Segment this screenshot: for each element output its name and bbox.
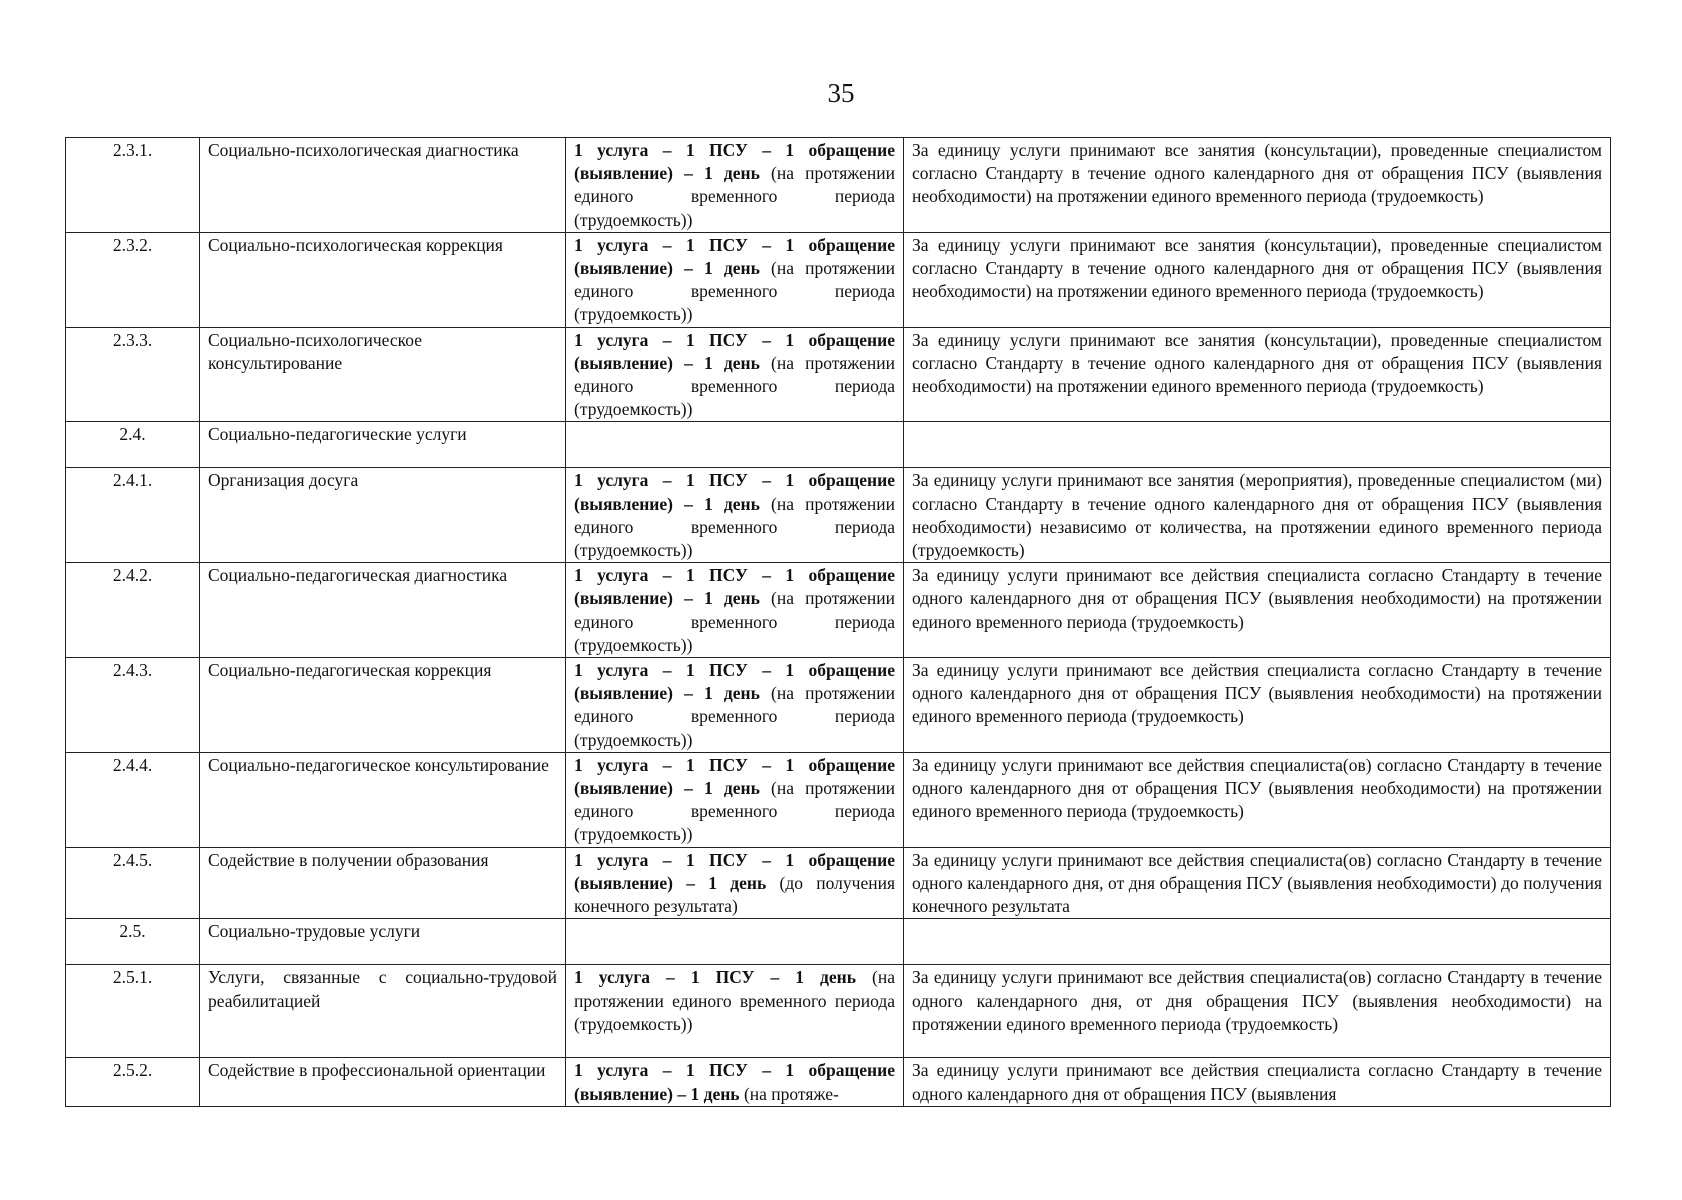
- service-name: Содействие в получении образования: [200, 847, 566, 919]
- table-row: [66, 563, 1611, 658]
- row-number: 2.3.3.: [66, 327, 200, 422]
- service-unit-rest: (на протяжении единого временного периода (трудоемкость)): [574, 967, 895, 1034]
- section-row: [66, 919, 1611, 965]
- table-row: [66, 468, 1611, 563]
- service-unit-bold: 1 услуга – 1 ПСУ – 1 обращение (выявление) – 1 день: [574, 565, 895, 609]
- service-name: Организация досуга: [200, 468, 566, 563]
- service-unit-bold: 1 услуга – 1 ПСУ – 1 обращение (выявление) – 1 день: [574, 754, 895, 799]
- service-unit: [566, 919, 904, 965]
- service-name: Социально-психологическая коррекция: [200, 232, 566, 327]
- service-unit: [566, 965, 904, 1058]
- row-number: 2.4.4.: [66, 752, 200, 847]
- table-row: [66, 965, 1611, 1058]
- row-number: 2.4.2.: [66, 563, 200, 658]
- service-unit-rest: (на протяжении единого временного периода (трудоемкость)): [574, 778, 895, 845]
- service-description: За единицу услуги принимают все действия специалиста(ов) согласно Стандарту в течение одного календарного дня, от дня обращения ПСУ (выявления необходимости) на протяжении единого временного периода (трудоемкость): [904, 965, 1611, 1058]
- table-row: [66, 658, 1611, 753]
- row-number: 2.5.: [66, 919, 200, 965]
- section-name: Социально-педагогические услуги: [200, 422, 566, 468]
- service-description: За единицу услуги принимают все действия специалиста согласно Стандарту в течение одного календарного дня от обращения ПСУ (выявления необходимости) на протяжении единого временного периода (трудоемкость): [904, 658, 1611, 753]
- service-unit-bold: 1 услуга – 1 ПСУ – 1 обращение (выявление) – 1 день: [574, 329, 895, 373]
- table-row: [66, 138, 1611, 233]
- service-unit-rest: (на протяжении единого временного периода (трудоемкость)): [574, 588, 895, 655]
- service-description: За единицу услуги принимают все действия специалиста согласно Стандарту в течение одного календарного дня от обращения ПСУ (выявления: [904, 1058, 1611, 1106]
- row-number: 2.5.2.: [66, 1058, 200, 1106]
- service-description: За единицу услуги принимают все занятия (консультации), проведенные специалистом согласно Стандарту в течение одного календарного дня от обращения ПСУ (выявления необходимости) на протяжении единого временного периода (трудоемкость): [904, 138, 1611, 233]
- service-description: За единицу услуги принимают все занятия (мероприятия), проведенные специалистом (ми) согласно Стандарту в течение одного календарного дня от обращения ПСУ (выявления необходимости) независимо от количества, на протяжении единого временного периода (трудоемкость): [904, 468, 1611, 563]
- service-unit-bold: 1 услуга – 1 ПСУ – 1 обращение (выявление) – 1 день: [574, 470, 895, 514]
- table-row: [66, 1058, 1611, 1106]
- service-unit: [566, 232, 904, 327]
- table-row: [66, 752, 1611, 847]
- service-unit-rest: (на протяжении единого временного периода (трудоемкость)): [574, 683, 895, 750]
- service-description: За единицу услуги принимают все действия специалиста(ов) согласно Стандарту в течение одного календарного дня от обращения ПСУ (выявления необходимости) на протяжении единого временного периода (трудоемкость): [904, 752, 1611, 847]
- section-row: [66, 422, 1611, 468]
- page-number: 35: [827, 78, 855, 108]
- service-unit: [566, 847, 904, 919]
- service-name: Социально-психологическое консультирование: [200, 327, 566, 422]
- table-row: [66, 327, 1611, 422]
- row-number: 2.4.5.: [66, 847, 200, 919]
- row-number: 2.3.2.: [66, 232, 200, 327]
- row-number: 2.5.1.: [66, 965, 200, 1058]
- service-name: Социально-педагогическое консультирование: [200, 752, 566, 847]
- service-unit: [566, 327, 904, 422]
- service-unit: [566, 422, 904, 468]
- service-unit-rest: (на протяжении единого временного периода (трудоемкость)): [574, 493, 895, 561]
- table-row: [66, 232, 1611, 327]
- row-number: 2.4.3.: [66, 658, 200, 753]
- service-unit-rest: (до получения конечного результата): [574, 872, 895, 917]
- service-unit-bold: 1 услуга – 1 ПСУ – 1 обращение (выявление) – 1 день: [574, 234, 895, 279]
- service-unit-bold: 1 услуга – 1 ПСУ – 1 день: [574, 967, 856, 988]
- table-row: [66, 847, 1611, 919]
- service-description: [904, 919, 1611, 965]
- service-name: Социально-педагогическая коррекция: [200, 658, 566, 753]
- service-unit-rest: (на протяжении единого временного периода (трудоемкость)): [574, 352, 895, 420]
- service-unit: [566, 752, 904, 847]
- service-name: Социально-психологическая диагностика: [200, 138, 566, 233]
- service-description: За единицу услуги принимают все действия специалиста(ов) согласно Стандарту в течение одного календарного дня, от дня обращения ПСУ (выявления необходимости) до получения конечного результата: [904, 847, 1611, 919]
- service-unit: [566, 1058, 904, 1106]
- service-unit: [566, 658, 904, 753]
- service-description: [904, 422, 1611, 468]
- row-number: 2.4.: [66, 422, 200, 468]
- row-number: 2.4.1.: [66, 468, 200, 563]
- section-name: Социально-трудовые услуги: [200, 919, 566, 965]
- service-unit-rest: (на протяже-: [739, 1083, 839, 1104]
- service-description: За единицу услуги принимают все действия специалиста согласно Стандарту в течение одного календарного дня от обращения ПСУ (выявления необходимости) на протяжении единого временного периода (трудоемкость): [904, 563, 1611, 658]
- service-name: Социально-педагогическая диагностика: [200, 563, 566, 658]
- service-unit-rest: (на протяжении единого временного периода (трудоемкость)): [574, 258, 895, 325]
- service-unit-rest: (на протяжении единого временного периода (трудоемкость)): [574, 163, 895, 230]
- service-unit-bold: 1 услуга – 1 ПСУ – 1 обращение (выявление) – 1 день: [574, 1060, 895, 1104]
- service-unit-bold: 1 услуга – 1 ПСУ – 1 обращение (выявление) – 1 день: [574, 140, 895, 184]
- service-name: Услуги, связанные с социально-трудовой реабилитацией: [200, 965, 566, 1058]
- service-unit: [566, 468, 904, 563]
- service-unit-bold: 1 услуга – 1 ПСУ – 1 обращение (выявление) – 1 день: [574, 660, 895, 704]
- row-number: 2.3.1.: [66, 138, 200, 233]
- services-table: [65, 137, 1611, 1107]
- service-unit: [566, 138, 904, 233]
- service-unit-bold: 1 услуга – 1 ПСУ – 1 обращение (выявление) – 1 день: [574, 849, 895, 893]
- service-name: Содействие в профессиональной ориентации: [200, 1058, 566, 1106]
- service-description: За единицу услуги принимают все занятия (консультации), проведенные специалистом согласно Стандарту в течение одного календарного дня от обращения ПСУ (выявления необходимости) на протяжении единого временного периода (трудоемкость): [904, 232, 1611, 327]
- service-description: За единицу услуги принимают все занятия (консультации), проведенные специалистом согласно Стандарту в течение одного календарного дня от обращения ПСУ (выявления необходимости) на протяжении единого временного периода (трудоемкость): [904, 327, 1611, 422]
- service-unit: [566, 563, 904, 658]
